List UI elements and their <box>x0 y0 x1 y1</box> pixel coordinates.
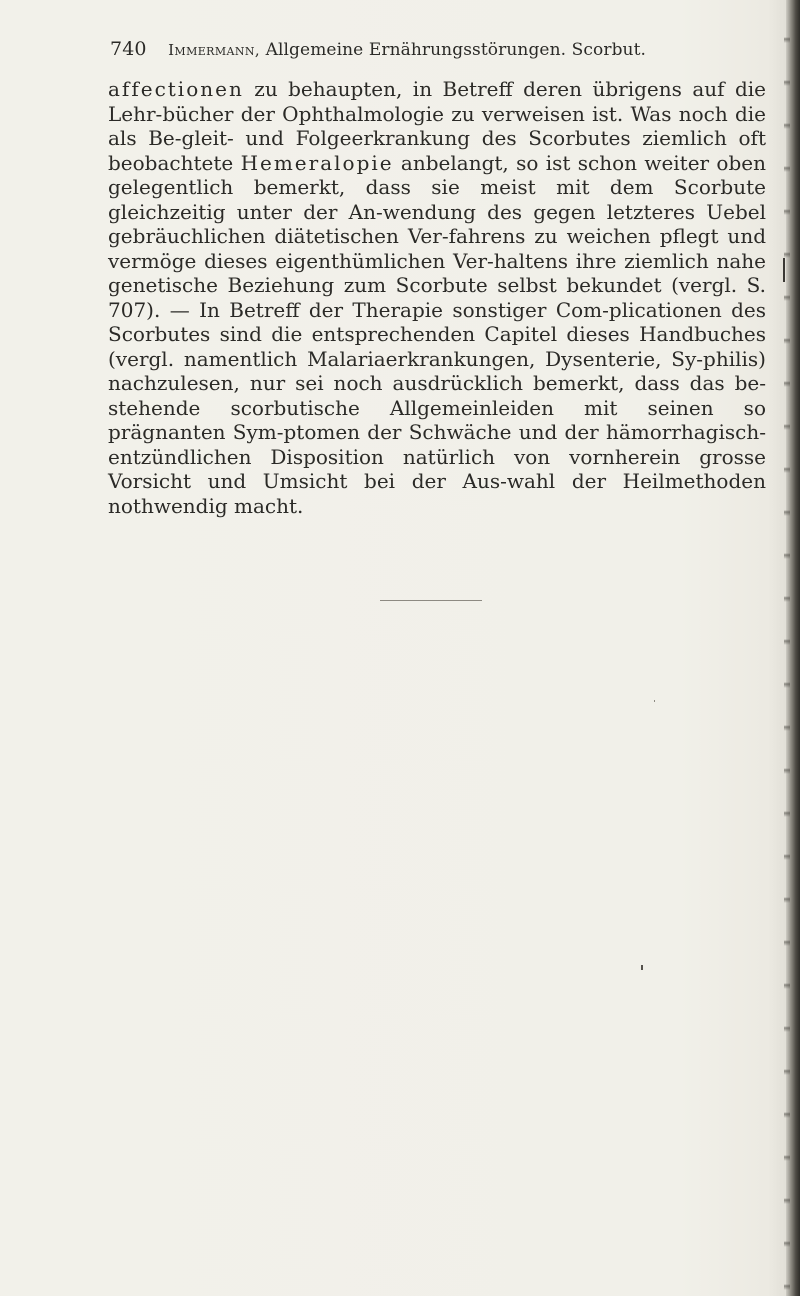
page-number: 740 <box>110 38 147 60</box>
scan-edge-texture <box>784 0 790 1296</box>
body-segment-2: anbelangt, so ist schon weiter oben gelegentlich bemerkt, dass sie meist mit dem Scorbute gleichzeitig unter der An-wendung des gegen letzteres Uebel gebräuchlichen diätetischen Ver-fahrens zu weichen pflegt und vermöge dieses eigenthümlichen Ver-haltens ihre ziemlich nahe genetische Beziehung zum Scorbute selbst bekundet (vergl. S. 707). — In Betreff der Therapie sonstiger Com-plicationen des Scorbutes sind die entsprechenden Capitel dieses Handbuches (vergl. namentlich Malariaerkrankungen, Dysenterie, Sy-philis) nachzulesen, nur sei noch ausdrücklich bemerkt, dass das be-stehende scorbutische Allgemeinleiden mit seinen so prägnanten Sym-ptomen der Schwäche und der hämorrhagisch-entzündlichen Disposition natürlich von vornherein grosse Vorsicht und Umsicht bei der Aus-wahl der Heilmethoden nothwendig macht. <box>108 150 766 518</box>
section-end-rule <box>380 600 482 601</box>
header-title: Allgemeine Ernährungsstörungen. Scorbut. <box>265 40 647 60</box>
scan-edge-mark <box>783 258 785 282</box>
running-header <box>110 38 670 60</box>
header-author: Immermann, <box>168 41 261 59</box>
scan-speck <box>641 965 643 970</box>
body-paragraph <box>108 77 766 518</box>
body-segment-1: zu behaupten, in Betreff deren übrigens auf die Lehr-bücher der Ophthalmologie zu verweisen ist. Was noch die als Be-gleit- und Folgeerkrankung des Scorbutes ziemlich oft beobachtete <box>108 77 766 175</box>
scan-speck-small <box>654 700 655 702</box>
emphasis-hemeralopie: Hemeralopie <box>240 150 394 175</box>
emphasis-affectionen: affectionen <box>108 77 244 101</box>
